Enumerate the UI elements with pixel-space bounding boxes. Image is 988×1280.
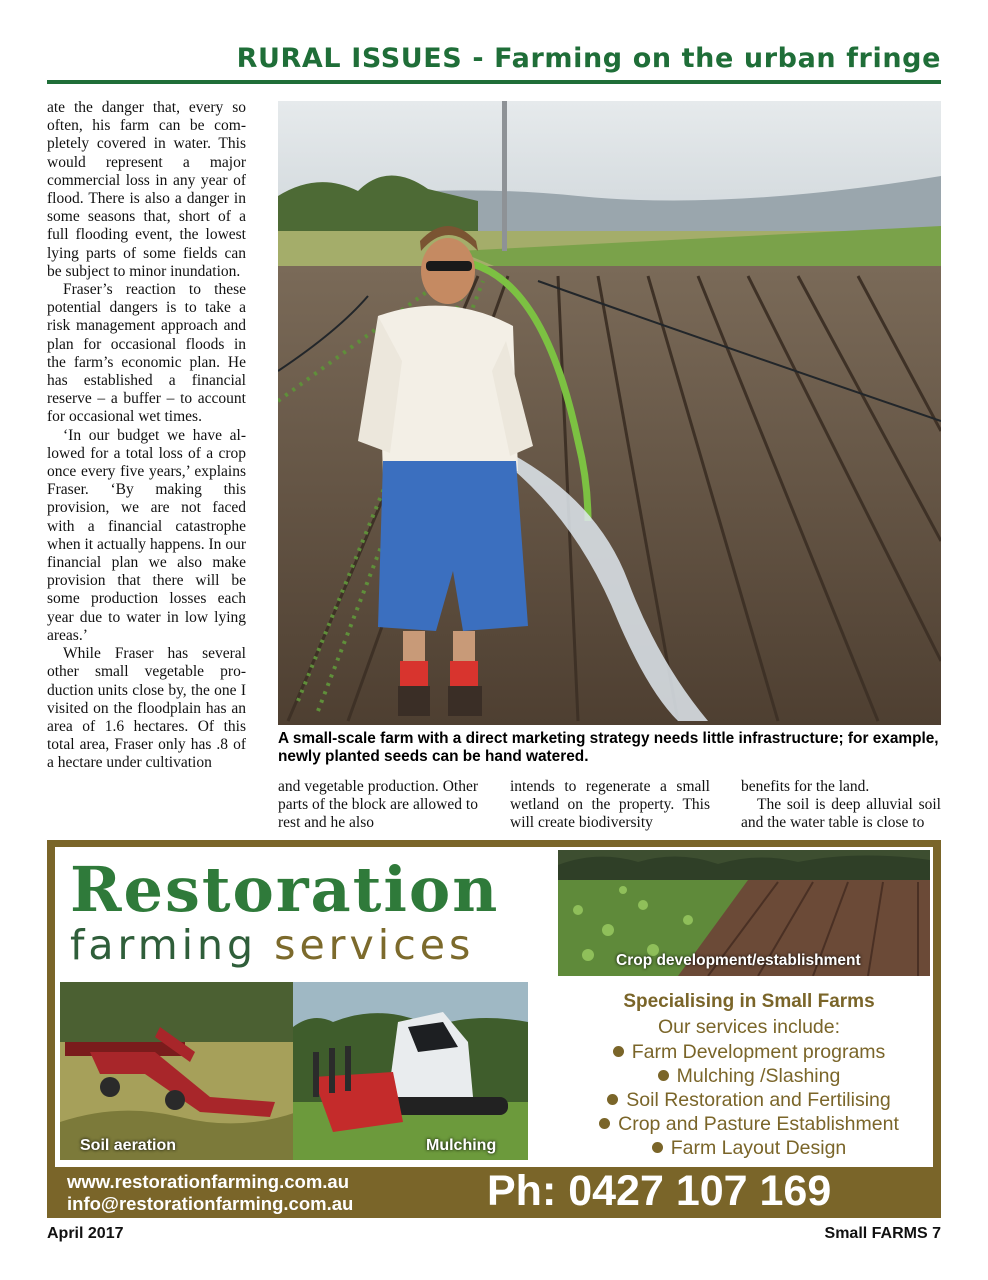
- photo-label-mulching: Mulching: [426, 1137, 497, 1154]
- footer-page-number: Small FARMS 7: [824, 1225, 941, 1242]
- soil-aeration-photo: [60, 982, 297, 1160]
- website-link[interactable]: www.restorationfarming.com.au: [67, 1171, 349, 1192]
- service-item: Farm Development programs: [560, 1040, 933, 1064]
- bullet-icon: [652, 1142, 663, 1153]
- farmer-watering-photo: [278, 101, 941, 725]
- brand-word-services: services: [274, 921, 475, 969]
- restoration-farming-advertisement: [47, 840, 941, 1218]
- service-item: Farm Layout Design: [560, 1136, 933, 1160]
- specialising-heading: Specialising in Small Farms: [623, 991, 875, 1012]
- paragraph: and vegetable production. Other parts of the block are allowed to rest and he also: [278, 778, 478, 832]
- mulching-photo: [293, 982, 528, 1160]
- paragraph: intends to regenerate a small wetland on the property. This will create biodiversity: [510, 778, 710, 832]
- phone-number: Ph: 0427 107 169: [487, 1167, 832, 1215]
- ad-content-panel: [55, 847, 933, 1167]
- crop-development-photo: [558, 850, 930, 976]
- article-column-3: [510, 778, 710, 834]
- article-column-left: [47, 99, 246, 833]
- bullet-icon: [613, 1046, 624, 1057]
- paragraph: The soil is deep alluvial soil and the water table is close to: [741, 796, 941, 832]
- footer-date: April 2017: [47, 1225, 124, 1242]
- title-rule: [47, 80, 941, 84]
- service-item: Crop and Pasture Establishment: [560, 1112, 933, 1136]
- brand-word-farming: farming: [70, 921, 258, 969]
- bullet-icon: [607, 1094, 618, 1105]
- section-title: RURAL ISSUES - Farming on the urban fringe: [236, 43, 941, 74]
- brand-subtitle: [70, 921, 474, 969]
- services-list: [560, 1040, 933, 1160]
- service-item: Soil Restoration and Fertilising: [560, 1088, 933, 1112]
- article-column-2: [278, 778, 478, 834]
- paragraph: Fraser’s reaction to these potential dangers is to take a risk management approach and plan for occasional floods in the farm’s economic plan. He has established a financial reserve – a buffer – to account for occasional wet times.: [47, 281, 246, 426]
- ad-contact-block: [67, 1171, 353, 1215]
- photo-caption: A small-scale farm with a direct marketing strategy needs little infrastructure; for example, newly planted seeds can be hand watered.: [278, 730, 939, 765]
- photo-label-crop: Crop development/establishment: [616, 952, 861, 969]
- brand-name: Restoration: [70, 853, 500, 926]
- email-link[interactable]: info@restorationfarming.com.au: [67, 1193, 354, 1214]
- paragraph: benefits for the land.: [741, 778, 870, 795]
- paragraph: ate the danger that, every so often, his farm can be completely covered in water. This would represent a major commercial loss in any year of flood. There is also a danger in some seasons that, short of a full flooding event, the lowest lying parts of some fields can be subject to minor inundation.: [47, 99, 246, 280]
- paragraph: ‘In our budget we have allowed for a total loss of a crop once every five years,’ explains Fraser. ‘By making this provision, we are not faced with a financial catastrophe when it actually happens. In our financial plan we also make provision that there will be some production losses each year due to water in low lying areas.’: [47, 426, 246, 644]
- photo-label-aeration: Soil aeration: [80, 1137, 177, 1154]
- article-column-4: [741, 778, 941, 834]
- bullet-icon: [599, 1118, 610, 1129]
- service-item: Mulching /Slashing: [560, 1064, 933, 1088]
- services-intro: Our services include:: [657, 1016, 841, 1038]
- bullet-icon: [658, 1070, 669, 1081]
- paragraph: While Fraser has several other small vegetable production units close by, the one I visited on the floodplain has an area of 1.6 hectares. Of this total area, Fraser only has .8 of a hectare under cultivation: [47, 645, 246, 772]
